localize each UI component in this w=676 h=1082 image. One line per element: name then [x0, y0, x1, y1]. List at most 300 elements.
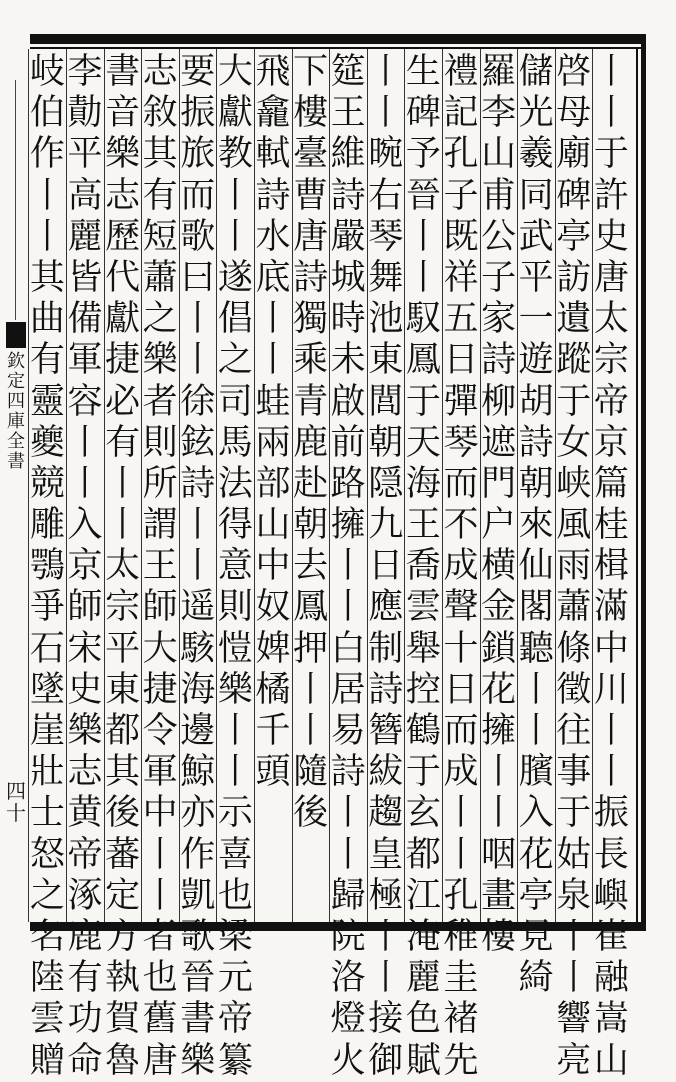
text-char: 太	[105, 546, 141, 587]
text-char: 者	[142, 916, 178, 957]
text-char: 赴	[293, 463, 329, 504]
text-char: 法	[217, 463, 253, 504]
text-char: 其	[29, 257, 65, 298]
text-char: 日	[443, 669, 479, 710]
text-char: 丨	[142, 875, 178, 916]
text-char: 女	[556, 422, 592, 463]
text-char: 遮	[481, 422, 517, 463]
text-char: 麗	[67, 216, 103, 257]
text-char: 孔	[443, 134, 479, 175]
text-char: 之	[142, 299, 178, 340]
margin-book-title	[4, 352, 28, 472]
text-char: 麗	[405, 958, 441, 999]
text-char: 李	[67, 52, 103, 92]
text-char: 涿	[67, 875, 103, 916]
text-char: 帝	[593, 381, 629, 422]
text-char: 有	[142, 175, 178, 216]
text-char: 靈	[29, 381, 65, 422]
text-char: 馭	[405, 299, 441, 340]
text-char: 柳	[481, 381, 517, 422]
margin-page-number-char: 十	[6, 801, 26, 825]
text-char: 必	[105, 381, 141, 422]
text-char: 咽	[481, 834, 517, 875]
text-char: 太	[593, 299, 629, 340]
text-char: 丨	[330, 793, 366, 834]
text-char: 皆	[67, 257, 103, 298]
text-char: 五	[443, 299, 479, 340]
text-char: 賦	[405, 1040, 441, 1081]
text-char: 花	[481, 669, 517, 710]
text-char: 都	[405, 834, 441, 875]
text-char: 江	[405, 875, 441, 916]
text-char: 宗	[105, 587, 141, 628]
text-char: 丨	[481, 752, 517, 793]
text-char: 方	[105, 916, 141, 957]
text-char: 路	[330, 463, 366, 504]
text-char: 作	[180, 834, 216, 875]
text-char: 時	[330, 299, 366, 340]
text-char: 丨	[368, 916, 404, 957]
text-char: 也	[142, 958, 178, 999]
text-column	[326, 52, 370, 1081]
text-char: 敘	[142, 93, 178, 134]
text-char: 山	[593, 1040, 629, 1081]
text-char: 予	[405, 134, 441, 175]
text-char: 詩	[180, 463, 216, 504]
text-char: 去	[293, 546, 329, 587]
text-char: 丨	[255, 340, 291, 381]
text-char: 飛	[255, 52, 291, 92]
text-char: 下	[293, 52, 329, 92]
text-char: 要	[180, 52, 216, 92]
text-char: 爭	[29, 587, 65, 628]
text-char: 右	[368, 175, 404, 216]
text-char: 横	[481, 546, 517, 587]
text-char: 東	[105, 669, 141, 710]
text-char: 歌	[180, 916, 216, 957]
text-char: 同	[518, 175, 554, 216]
text-column	[213, 52, 257, 1081]
text-char: 喜	[217, 834, 253, 875]
text-char: 軍	[142, 752, 178, 793]
text-char: 東	[368, 340, 404, 381]
text-char: 子	[481, 257, 517, 298]
text-char: 遊	[518, 340, 554, 381]
text-char: 擁	[481, 711, 517, 751]
text-char: 平	[67, 134, 103, 175]
text-char: 師	[67, 587, 103, 628]
text-char: 楫	[593, 546, 629, 587]
text-char: 廟	[556, 134, 592, 175]
text-char: 先	[443, 1040, 479, 1081]
text-char: 平	[518, 257, 554, 298]
text-char: 嶼	[593, 875, 629, 916]
text-char: 代	[105, 257, 141, 298]
text-char: 往	[556, 711, 592, 751]
text-column	[25, 52, 69, 1081]
text-column	[364, 52, 408, 1081]
text-char: 水	[255, 216, 291, 257]
text-char: 滿	[593, 587, 629, 628]
text-char: 丨	[593, 711, 629, 751]
text-char: 鎖	[481, 628, 517, 669]
text-char: 則	[217, 587, 253, 628]
text-char: 晼	[368, 134, 404, 175]
text-char: 朝	[293, 505, 329, 546]
text-char: 書	[105, 52, 141, 92]
text-char: 户	[481, 505, 517, 546]
text-char: 短	[142, 216, 178, 257]
text-char: 則	[142, 422, 178, 463]
text-char: 記	[443, 93, 479, 134]
text-char: 帝	[217, 999, 253, 1040]
text-char: 一	[518, 299, 554, 340]
text-char: 詩	[481, 340, 517, 381]
text-char: 獻	[105, 299, 141, 340]
text-char: 天	[405, 422, 441, 463]
text-char: 十	[443, 628, 479, 669]
text-char: 意	[217, 546, 253, 587]
text-char: 于	[556, 381, 592, 422]
text-char: 其	[142, 134, 178, 175]
text-char: 丨	[105, 463, 141, 504]
text-char: 部	[255, 463, 291, 504]
text-char: 于	[593, 134, 629, 175]
text-char: 捷	[142, 669, 178, 710]
text-char: 蕭	[142, 257, 178, 298]
text-char: 喬	[405, 546, 441, 587]
frame-top-border	[30, 34, 646, 44]
text-char: 詩	[368, 669, 404, 710]
text-char: 之	[29, 875, 65, 916]
text-char: 元	[217, 958, 253, 999]
text-char: 蹤	[556, 340, 592, 381]
text-char: 樓	[293, 93, 329, 134]
text-char: 墜	[29, 669, 65, 710]
text-char: 彈	[443, 381, 479, 422]
text-char: 丨	[443, 793, 479, 834]
text-char: 光	[518, 93, 554, 134]
text-char: 閣	[518, 587, 554, 628]
text-column	[514, 52, 558, 999]
text-char: 禮	[443, 52, 479, 92]
text-char: 丨	[518, 669, 554, 710]
margin-title-char: 全	[7, 431, 25, 452]
text-char: 鯨	[180, 752, 216, 793]
text-char: 後	[293, 793, 329, 834]
text-char: 綺	[518, 958, 554, 999]
text-char: 皇	[368, 834, 404, 875]
text-char: 競	[29, 463, 65, 504]
text-char: 歷	[105, 216, 141, 257]
text-char: 史	[593, 216, 629, 257]
text-char: 崖	[29, 711, 65, 751]
text-char: 來	[518, 505, 554, 546]
text-char: 祥	[443, 257, 479, 298]
text-char: 龕	[255, 93, 291, 134]
text-char: 丨	[29, 216, 65, 257]
text-char: 令	[142, 711, 178, 751]
text-char: 怒	[29, 834, 65, 875]
text-char: 纂	[217, 1040, 253, 1081]
text-char: 維	[330, 134, 366, 175]
text-char: 押	[293, 628, 329, 669]
text-char: 鶴	[405, 711, 441, 751]
text-char: 褚	[443, 999, 479, 1040]
text-char: 舞	[368, 257, 404, 298]
text-char: 大	[217, 52, 253, 92]
text-char: 鳳	[405, 340, 441, 381]
text-char: 啓	[556, 52, 592, 92]
text-char: 見	[518, 916, 554, 957]
text-char: 入	[67, 505, 103, 546]
text-char: 陸	[29, 958, 65, 999]
text-char: 丨	[293, 711, 329, 751]
text-column	[289, 52, 333, 918]
text-char: 燈	[330, 999, 366, 1040]
text-column	[251, 52, 295, 918]
text-char: 青	[293, 381, 329, 422]
text-char: 徐	[180, 381, 216, 422]
text-char: 丨	[405, 216, 441, 257]
text-char: 日	[368, 546, 404, 587]
text-char: 丨	[217, 711, 253, 751]
text-char: 宗	[593, 340, 629, 381]
margin-title-char: 欽	[7, 351, 25, 372]
text-char: 愷	[217, 628, 253, 669]
text-char: 甫	[481, 175, 517, 216]
text-char: 淹	[405, 916, 441, 957]
text-char: 大	[142, 628, 178, 669]
text-char: 獻	[217, 93, 253, 134]
text-char: 丨	[556, 958, 592, 999]
text-char: 歸	[330, 875, 366, 916]
text-char: 唐	[142, 1040, 178, 1081]
text-char: 音	[105, 93, 141, 134]
text-char: 丨	[217, 216, 253, 257]
text-char: 嵩	[593, 999, 629, 1040]
text-char: 丨	[29, 175, 65, 216]
text-char: 雨	[556, 546, 592, 587]
text-char: 丨	[330, 546, 366, 587]
text-char: 伯	[29, 93, 65, 134]
text-char: 亭	[518, 875, 554, 916]
text-char: 制	[368, 628, 404, 669]
text-char: 丨	[180, 299, 216, 340]
text-char: 李	[481, 93, 517, 134]
text-char: 樂	[67, 711, 103, 751]
text-char: 既	[443, 216, 479, 257]
text-char: 也	[217, 875, 253, 916]
text-char: 兩	[255, 422, 291, 463]
text-char: 姑	[556, 834, 592, 875]
text-char: 賀	[105, 999, 141, 1040]
text-char: 得	[217, 505, 253, 546]
text-char: 亦	[180, 793, 216, 834]
text-char: 朝	[368, 422, 404, 463]
frame-right-inner-border	[636, 47, 638, 923]
text-char: 作	[29, 134, 65, 175]
text-char: 院	[330, 916, 366, 957]
text-char: 邊	[180, 711, 216, 751]
text-char: 而	[443, 463, 479, 504]
text-char: 志	[67, 752, 103, 793]
text-char: 事	[556, 752, 592, 793]
text-char: 高	[67, 175, 103, 216]
text-char: 執	[105, 958, 141, 999]
text-char: 丨	[255, 299, 291, 340]
text-char: 樓	[481, 916, 517, 957]
text-char: 士	[29, 793, 65, 834]
text-char: 于	[405, 752, 441, 793]
text-char: 碑	[556, 175, 592, 216]
text-char: 平	[105, 628, 141, 669]
frame-right-border	[641, 34, 646, 931]
text-char: 丨	[481, 793, 517, 834]
text-char: 曹	[293, 175, 329, 216]
text-char: 京	[593, 422, 629, 463]
text-char: 閭	[368, 381, 404, 422]
text-char: 丨	[330, 587, 366, 628]
text-char: 胡	[518, 381, 554, 422]
text-char: 山	[481, 134, 517, 175]
text-char: 門	[481, 463, 517, 504]
margin-page-number	[4, 780, 28, 824]
text-char: 中	[593, 628, 629, 669]
text-char: 丨	[556, 916, 592, 957]
text-column	[439, 52, 483, 1081]
text-char: 隨	[293, 752, 329, 793]
margin-page-number-char: 四	[6, 779, 26, 803]
text-column	[589, 52, 633, 1081]
text-char: 曲	[29, 299, 65, 340]
frame-top-inner-border	[30, 47, 646, 49]
text-char: 贈	[29, 1040, 65, 1081]
text-char: 金	[481, 587, 517, 628]
text-char: 書	[180, 999, 216, 1040]
text-char: 之	[217, 340, 253, 381]
text-char: 命	[67, 1040, 103, 1081]
text-column	[477, 52, 521, 957]
text-column	[552, 52, 596, 1081]
text-char: 中	[255, 546, 291, 587]
text-char: 應	[368, 587, 404, 628]
text-char: 唐	[293, 216, 329, 257]
text-char: 海	[405, 463, 441, 504]
text-char: 長	[593, 834, 629, 875]
text-char: 家	[481, 299, 517, 340]
text-char: 丨	[593, 93, 629, 134]
text-char: 條	[556, 628, 592, 669]
text-char: 夔	[29, 422, 65, 463]
text-char: 丨	[180, 505, 216, 546]
text-char: 趨	[368, 793, 404, 834]
text-column	[138, 52, 182, 1081]
text-char: 遥	[180, 587, 216, 628]
text-char: 示	[217, 793, 253, 834]
text-char: 雲	[29, 999, 65, 1040]
text-char: 凱	[180, 875, 216, 916]
text-char: 魯	[105, 1040, 141, 1081]
text-char: 歌	[180, 216, 216, 257]
text-char: 前	[330, 422, 366, 463]
text-char: 聲	[443, 587, 479, 628]
text-column	[401, 52, 445, 1081]
text-char: 峡	[556, 463, 592, 504]
text-char: 丨	[105, 505, 141, 546]
text-char: 亮	[556, 1040, 592, 1081]
text-char: 子	[443, 175, 479, 216]
text-char: 海	[180, 669, 216, 710]
text-char: 于	[556, 793, 592, 834]
text-char: 鹿	[293, 422, 329, 463]
text-char: 丨	[180, 546, 216, 587]
text-char: 丨	[142, 834, 178, 875]
text-char: 勣	[67, 93, 103, 134]
text-char: 丨	[293, 669, 329, 710]
text-char: 謂	[142, 505, 178, 546]
text-char: 壯	[29, 752, 65, 793]
text-char: 詩	[330, 175, 366, 216]
text-char: 雕	[29, 505, 65, 546]
text-char: 都	[105, 711, 141, 751]
text-char: 啟	[330, 381, 366, 422]
text-char: 桂	[593, 505, 629, 546]
text-char: 唐	[593, 257, 629, 298]
text-char: 所	[142, 463, 178, 504]
text-char: 雲	[405, 587, 441, 628]
margin-title-char: 庫	[7, 411, 25, 432]
text-char: 丨	[593, 752, 629, 793]
text-char: 成	[443, 546, 479, 587]
text-char: 駭	[180, 628, 216, 669]
text-char: 蕭	[556, 587, 592, 628]
text-char: 控	[405, 669, 441, 710]
text-char: 白	[330, 628, 366, 669]
text-char: 詩	[518, 422, 554, 463]
text-char: 聽	[518, 628, 554, 669]
text-char: 公	[481, 216, 517, 257]
text-char: 軍	[67, 340, 103, 381]
text-char: 詩	[293, 257, 329, 298]
margin-fishtail-mark	[6, 322, 26, 348]
text-char: 御	[368, 1040, 404, 1081]
text-char: 城	[330, 257, 366, 298]
text-char: 鹿	[67, 916, 103, 957]
text-char: 丨	[443, 834, 479, 875]
text-char: 其	[105, 752, 141, 793]
text-char: 仙	[518, 546, 554, 587]
text-char: 火	[330, 1040, 366, 1081]
text-char: 樂	[105, 134, 141, 175]
text-char: 石	[29, 628, 65, 669]
text-char: 有	[67, 958, 103, 999]
text-char: 王	[142, 546, 178, 587]
text-char: 曰	[180, 257, 216, 298]
text-char: 琴	[443, 422, 479, 463]
text-char: 宋	[67, 628, 103, 669]
text-char: 蛙	[255, 381, 291, 422]
text-char: 橘	[255, 669, 291, 710]
text-char: 中	[142, 793, 178, 834]
text-char: 岐	[29, 52, 65, 92]
text-char: 未	[330, 340, 366, 381]
text-char: 蕃	[105, 834, 141, 875]
text-char: 圭	[443, 958, 479, 999]
text-char: 臺	[293, 134, 329, 175]
text-char: 訪	[556, 257, 592, 298]
text-char: 志	[142, 52, 178, 92]
